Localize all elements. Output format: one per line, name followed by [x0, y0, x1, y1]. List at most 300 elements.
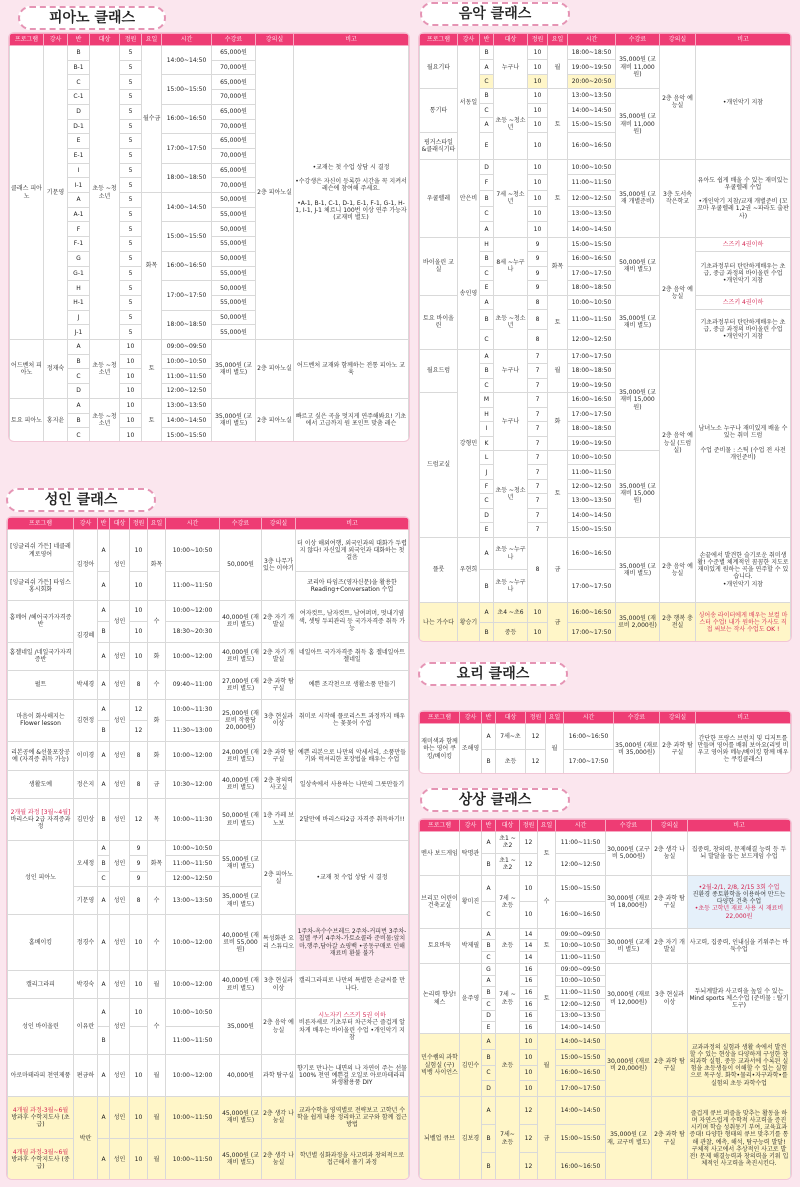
time: 11:00~11:50 [556, 987, 606, 999]
capacity: 7 [528, 508, 548, 522]
capacity: 10 [528, 46, 548, 60]
time: 12:00~12:50 [162, 384, 212, 399]
target: 성인 [110, 1138, 130, 1180]
note: •교재 첫 수업 상담 시 결정 [296, 841, 409, 915]
table-row [8, 1096, 409, 1138]
class-code: C [480, 74, 494, 88]
note: 기초과정부터 탄탄하게배우는 초급, 중급 과정의 바이올린 수업 •개인악기 지참 [696, 252, 791, 295]
time: 16:00~16:50 [564, 724, 614, 750]
class-code: B [480, 622, 494, 642]
class-code: A [482, 975, 496, 987]
room: 2층 생각 나눔실 [262, 1138, 296, 1180]
fee: 35,000원 (교재비 별도) [616, 537, 660, 602]
capacity: 10 [130, 999, 148, 1027]
instructor: 김정아 [74, 530, 98, 601]
target: 성인 [110, 915, 130, 970]
class-code: C [482, 902, 496, 928]
target: 초등 [496, 928, 520, 963]
class-code: A [98, 671, 110, 700]
capacity: 10 [520, 1065, 538, 1081]
time: 16:00~16:50 [568, 537, 616, 570]
capacity: 7 [528, 451, 548, 465]
room: 과학 탐구실 [262, 1054, 296, 1096]
cook-panel [418, 710, 792, 774]
cook-table [419, 711, 791, 774]
music-header-row: 프로그램 강사 반 대상 정원 요일 시간 수강료 강의실 비고 [420, 34, 791, 46]
room: 2층 과학 탐구실 [652, 875, 688, 928]
capacity: 5 [120, 295, 142, 310]
fee: 40,000원 (재료비 55,000원) [220, 915, 262, 970]
fee: 55,000원 [212, 325, 256, 340]
program-name: 민수쌤의 과학 실험실 (구) 빅뱅 사이언스 [420, 1034, 460, 1097]
room: 2층 피아노실 [256, 340, 294, 399]
class-code: D [68, 104, 90, 119]
time: 18:00~18:50 [568, 46, 616, 60]
note: 학년별 심화과정을 사고력과 창의적으로 접근해서 풀기 과정 [296, 1138, 409, 1180]
class-code: A [482, 832, 496, 854]
class-code: C [480, 206, 494, 222]
class-code: B [482, 1152, 496, 1180]
time: 10:00~10:50 [556, 940, 606, 952]
note: 빠르고 싶은 곡을 멋지게 연주해봐요! 기초에서 고급까지 원 포인트 맞춤 레슨 [294, 398, 409, 442]
target: 성인 [110, 530, 130, 601]
capacity: 12 [526, 749, 546, 774]
class-code: A [98, 886, 110, 915]
class-code: C [68, 369, 90, 384]
instructor: 김경혜 [74, 600, 98, 671]
day: 월 [548, 46, 568, 89]
note: 네일아트 국가자격증 취득 홈 젤네일아트 젤네일 [296, 642, 409, 671]
program-name: 토요 바이올린 [420, 295, 458, 349]
capacity: 10 [120, 398, 142, 413]
note: •개인악기 지참 [696, 46, 791, 160]
instructor: 황미진 [460, 875, 482, 928]
adult-panel [6, 516, 410, 1180]
room: 2층 피아노실 [256, 398, 294, 442]
target: 초등 ~청소년 [90, 340, 120, 399]
table-row [420, 602, 791, 622]
capacity: 10 [528, 190, 548, 206]
class-code: E [482, 1022, 496, 1034]
day: 목 [148, 799, 166, 841]
fee: 30,000원 (재료비 12,000원) [606, 963, 652, 1033]
day: 월 [148, 1138, 166, 1180]
target: 7세 ~초등 [496, 963, 520, 1033]
program-name: 성인 피아노 [8, 841, 74, 915]
class-code: B [98, 799, 110, 841]
class-code: B [98, 1027, 110, 1055]
capacity: 12 [130, 720, 148, 741]
instructor: 정경수 [74, 915, 98, 970]
time: 10:30~12:00 [166, 770, 220, 799]
target: 중등 [494, 622, 528, 642]
day: 화 [548, 393, 568, 451]
fee: 25,000원 (재료비 작품당 20,000원) [220, 699, 262, 741]
time: 13:00~13:50 [166, 886, 220, 915]
class-code: C [98, 871, 110, 886]
time: 13:00~13:50 [556, 1010, 606, 1022]
music-table [419, 33, 791, 642]
capacity: 5 [120, 222, 142, 237]
fee: 35,000원 (교재비 15,000원) [616, 451, 660, 538]
capacity: 5 [120, 163, 142, 178]
capacity: 10 [528, 206, 548, 222]
class-code: B [480, 252, 494, 266]
class-code: A [482, 928, 496, 940]
target: 누구나 [494, 46, 528, 89]
capacity: 5 [120, 207, 142, 222]
capacity: 10 [528, 159, 548, 175]
note: 즐겁게 큐브 퍼즐을 맞추는 활동을 하며 자연스럽게 수학적 사고력을 증진시키며 학습 성취동기 부여, 교육효과 증대! 다양한 형태의 큐브 맞추기를 통해 관찰, 예측, 해석, 탐구능력 발달! 구체적 사고에서 추상적인 사고로 발전! 문제 해결능력과 창의력을 키워 입체적인 사고력을 촉진시킨다. [688, 1097, 791, 1180]
note: 교과과정의 실험과 생활 속에서 발견할 수 있는 현상을 다양하게 구성한 창의과학 실험. 중등 교과서에 수록된 실험을 초등생들이 이해할 수 있는 실험으로 목구성. 화학•물리•자구과학•를 실험의 초등 과학수업 [688, 1034, 791, 1097]
class-code: C [68, 75, 90, 90]
time: 12:00~12:50 [556, 853, 606, 875]
adult-header-row: 프로그램 강사 반 대상 정원 요일 시간 수강료 강의실 비고 [8, 518, 409, 530]
class-code: E [480, 523, 494, 537]
time: 10:00~12:00 [166, 741, 220, 770]
class-code: D [480, 508, 494, 522]
piano-header-row: 프로그램 강사 반 대상 정원 요일 시간 수강료 강의실 비고 [10, 34, 409, 46]
room: 3층 현실과 이상 [652, 963, 688, 1033]
target: 초1 ~초2 [496, 832, 520, 854]
note: 캘리그라피로 나만의 특별한 손글씨를 만나다. [296, 970, 409, 999]
fee: 50,000원 [220, 530, 262, 601]
instructor: 우현희 [458, 537, 480, 602]
instructor: 김민수 [460, 1034, 482, 1097]
time: 18:00~18:50 [568, 364, 616, 378]
day: 화목 [548, 237, 568, 295]
instructor: 오세정 [74, 841, 98, 887]
class-code: B [482, 1049, 496, 1065]
class-code: F [68, 222, 90, 237]
target: 초등 ~청소년 [494, 451, 528, 538]
time: 15:00~15:50 [556, 1125, 606, 1153]
time: 10:00~12:00 [166, 970, 220, 999]
capacity: 5 [120, 60, 142, 75]
fee: 35,000원 (교재비 11,000원) [616, 46, 660, 89]
class-code: B [480, 570, 494, 603]
note: 1주차-옥수수브레드 2주차-커피번 3주차-칩멜 쿠키 4주차-가토쇼콜라 준비물:앞치마,행주,담아갈 쇼핑백 •공동구매로 인해 재료비 환불 불가 [296, 915, 409, 970]
class-code: B [480, 309, 494, 329]
program-name: 클래스 피아노 [10, 46, 44, 340]
time: 09:00~09:50 [556, 928, 606, 940]
room: 2층 과학 탐구실 [262, 741, 296, 770]
note-text: 진환경 종토환학을 이용하여 만드는 다양한 건축 수업 [692, 891, 786, 906]
imag-header-row: 프로그램 강사 반 대상 정원 요일 시간 수강료 강의실 비고 [420, 820, 791, 832]
target: 초등 ~청소년 [90, 398, 120, 442]
capacity: 14 [520, 928, 538, 940]
time: 11:00~11:50 [568, 309, 616, 329]
note-highlight: 스즈키 4권이하 [696, 237, 791, 251]
fee: 45,000원 (교재비 별도) [220, 1138, 262, 1180]
capacity: 12 [520, 832, 538, 854]
capacity: 7 [528, 349, 548, 363]
room: 2층 음악 예능실 [660, 237, 696, 349]
capacity: 10 [120, 369, 142, 384]
note: 취미로 시작해 플로리스트 과정까지 배우는 꽃꽂이 수업 [296, 699, 409, 741]
capacity: 9 [528, 252, 548, 266]
time: 10:00~12:00 [166, 1054, 220, 1096]
note: 사고력, 집중력, 인내심을 키워주는 바둑수업 [688, 928, 791, 963]
fee: 50,000원 (재료비 별도) [220, 799, 262, 841]
target: 성인 [110, 999, 130, 1054]
program-name: 성인 바이올린 [8, 999, 74, 1054]
time: 11:00~11:50 [166, 856, 220, 871]
class-code: C [482, 999, 496, 1011]
program-name: 월요기타 [420, 46, 458, 89]
room: 3층 현실과 이상 [262, 970, 296, 999]
room: 2층 생각 나눔실 [652, 832, 688, 876]
target: 성인 [110, 841, 130, 887]
capacity: 10 [528, 118, 548, 132]
time: 16:00~16:50 [556, 902, 606, 928]
capacity: 10 [528, 89, 548, 103]
time: 11:00~11:50 [162, 369, 212, 384]
table-row [8, 915, 409, 970]
time: 12:00~12:50 [568, 329, 616, 349]
table-row [8, 841, 409, 856]
time: 11:00~11:50 [568, 465, 616, 479]
target: 초1 ~초2 [496, 853, 520, 875]
target: 초등 ~청소년 [494, 295, 528, 349]
capacity: 5 [120, 134, 142, 149]
class-code: L [480, 451, 494, 465]
time: 14:00~14:50 [568, 103, 616, 117]
fee: 50,000원 [212, 193, 256, 208]
target: 성인 [110, 642, 130, 671]
capacity: 5 [120, 75, 142, 90]
capacity: 5 [120, 148, 142, 163]
note: •교재는 첫 수업 상담 시 결정 •수강생은 자신이 등록한 시간을 꼭 지켜서 레슨에 참여해 주세요. •A-1, B-1, C-1, D-1, E-1, F-1, G-1, H-1, I-1, J-1 체르니 100번 이상 연주 가능자 (교재비 별도) [294, 46, 409, 340]
fee: 70,000원 [212, 119, 256, 134]
time: 13:00~13:50 [568, 206, 616, 222]
fee: 70,000원 [212, 178, 256, 193]
capacity: 16 [520, 1010, 538, 1022]
fee: 40,000원 (재료비 별도) [220, 770, 262, 799]
capacity: 9 [130, 871, 148, 886]
fee: 40,000원 (재료비 별도) [220, 970, 262, 999]
room: 특성화관 요리 스튜디오 [262, 915, 296, 970]
class-code: A [482, 875, 496, 901]
capacity: 8 [130, 741, 148, 770]
table-row [420, 832, 791, 854]
class-code: B [482, 1125, 496, 1153]
fee: 50,000원 [212, 251, 256, 266]
time: 09:40~11:00 [166, 671, 220, 700]
time: 16:00~16:50 [556, 1152, 606, 1180]
time: 15:00~15:50 [568, 237, 616, 251]
time: 09:00~09:50 [556, 963, 606, 975]
imag-section-title: 상상 클래스 [420, 788, 570, 812]
class-code: B [480, 89, 494, 103]
note: 기초과정부터 탄탄하게배우는 초급, 중급 과정의 바이올린 수업 •개인악기 지참 [696, 309, 791, 349]
class-code: C [482, 952, 496, 964]
class-code: E [480, 281, 494, 295]
class-code: E [480, 132, 494, 159]
target: 성인 [110, 741, 130, 770]
capacity: 7 [528, 479, 548, 493]
program-period: 2개월 과정 [3월~4월] [10, 808, 71, 816]
class-code: H [68, 281, 90, 296]
capacity: 12 [130, 799, 148, 841]
instructor: 편금하 [74, 1054, 98, 1096]
time: 15:00~15:50 [162, 222, 212, 251]
capacity: 10 [528, 103, 548, 117]
time: 15:00~15:50 [568, 118, 616, 132]
class-code: H [480, 407, 494, 421]
class-code: I-1 [68, 178, 90, 193]
program-name [8, 799, 74, 841]
time: 16:00~16:50 [162, 104, 212, 133]
capacity: 7 [528, 465, 548, 479]
class-code: J [480, 465, 494, 479]
time: 10:00~12:00 [166, 642, 220, 671]
fee: 24,000원 (재료비 별도) [220, 741, 262, 770]
time: 17:00~17:50 [564, 749, 614, 774]
note-highlight: 스즈키 4권이하 [696, 295, 791, 309]
class-code: A [480, 118, 494, 132]
capacity: 5 [120, 46, 142, 61]
capacity: 8 [130, 671, 148, 700]
day: 금 [548, 537, 568, 602]
class-code: H [480, 237, 494, 251]
room: 2층 생각 나눔실 [262, 1096, 296, 1138]
capacity: 10 [528, 74, 548, 88]
class-code: G-1 [68, 266, 90, 281]
capacity: 9 [528, 281, 548, 295]
capacity: 10 [130, 970, 148, 999]
capacity: 10 [120, 428, 142, 442]
time: 18:00~18:50 [568, 422, 616, 436]
class-code: B [68, 413, 90, 428]
time: 14:00~14:50 [568, 508, 616, 522]
target: 성인 [110, 600, 130, 642]
capacity: 8 [528, 329, 548, 349]
day: 토 [548, 451, 568, 538]
time: 17:00~17:50 [568, 570, 616, 603]
time: 16:00~16:50 [556, 1065, 606, 1081]
fee: 50,000원 [212, 281, 256, 296]
program-name: [잉글리쉬 가든] 네클레계로영어 [8, 530, 74, 572]
target: 성인 [110, 799, 130, 841]
table-row [420, 963, 791, 975]
note: 예쁜 조각천으로 생활소품 만들기 [296, 671, 409, 700]
program-name-text: 방과후 수학지도사 (초급) [11, 1113, 70, 1128]
time: 19:00~19:50 [568, 436, 616, 450]
class-code: C [482, 1065, 496, 1081]
fee: 30,000원 (교재비 별도) [606, 928, 652, 963]
program-period: 4개월 과정-3월~6월 [12, 1148, 69, 1156]
capacity: 10 [528, 132, 548, 159]
capacity: 10 [520, 902, 538, 928]
class-code: C [480, 378, 494, 392]
imag-panel [418, 818, 792, 1180]
capacity: 10 [130, 600, 148, 621]
class-code: B [480, 46, 494, 60]
class-code: A [98, 642, 110, 671]
table-row [8, 642, 409, 671]
fee: 70,000원 [212, 148, 256, 163]
class-code: B [482, 940, 496, 952]
capacity: 9 [528, 266, 548, 280]
class-code: A [98, 970, 110, 999]
table-row [10, 398, 409, 413]
fee: 40,000원 [220, 1054, 262, 1096]
day: 수 [538, 875, 556, 928]
room: 2층 창의력 사고실 [262, 770, 296, 799]
note [688, 875, 791, 928]
room: 2층 음악 예능실 [262, 999, 296, 1054]
class-code: I [68, 163, 90, 178]
target: 누구나 [494, 349, 528, 392]
time: 14:00~14:50 [162, 46, 212, 75]
capacity: 10 [130, 915, 148, 970]
day: 월수금 [142, 46, 162, 193]
fee: 55,000원 [212, 237, 256, 252]
capacity: 5 [120, 119, 142, 134]
room: 2층 음악 예능실 (드럼실) [660, 349, 696, 537]
room: 2층 음악 예능실 [660, 537, 696, 602]
time: 10:00~11:50 [166, 1096, 220, 1138]
program-name: 핑거스타일 &클래식기타 [420, 132, 458, 159]
program-name: 마음이 화사해지는 Flower lesson [8, 699, 74, 741]
instructor: 황승기 [458, 602, 480, 642]
program-name: 통기타 [420, 89, 458, 132]
fee: 45,000원 (교재비 별도) [220, 1096, 262, 1138]
program-name [8, 1096, 74, 1138]
fee: 65,000원 [212, 75, 256, 90]
time: 17:00~17:50 [162, 281, 212, 310]
room: 2층 자기 개발실 [262, 642, 296, 671]
class-code: B [98, 856, 110, 871]
time: 17:00~17:50 [568, 622, 616, 642]
day: 토 [538, 928, 556, 963]
table-row [420, 724, 791, 750]
program-name: 토요바둑 [420, 928, 460, 963]
fee: 30,000원 (재료비 20,000원) [606, 1034, 652, 1097]
target: 초등 ~누구나 [494, 570, 528, 603]
capacity: 10 [130, 530, 148, 572]
class-code: K [480, 436, 494, 450]
capacity: 7 [528, 494, 548, 508]
day: 토 [548, 89, 568, 160]
capacity: 7 [528, 364, 548, 378]
table-row [420, 237, 791, 251]
target: 성인 [110, 770, 130, 799]
note-highlight: 시노자키 스즈키 5권 이하 [318, 1012, 386, 1020]
program-name: 어드벤처 피아노 [10, 340, 44, 399]
capacity: 5 [120, 281, 142, 296]
class-code: A [98, 1138, 110, 1180]
cook-header-row: 프로그램 강사 반 대상 정원 요일 시간 수강료 강의실 비고 [420, 712, 791, 724]
adult-section-title: 성인 클래스 [6, 488, 156, 512]
program-name [8, 1138, 74, 1180]
target: 7세 ~청소년 [494, 159, 528, 237]
time: 18:00~18:50 [162, 163, 212, 192]
time: 14:00~14:50 [162, 413, 212, 428]
time: 14:00~14:50 [556, 1097, 606, 1125]
capacity: 7 [528, 422, 548, 436]
time: 17:00~17:50 [556, 1081, 606, 1097]
time: 16:00~16:50 [568, 252, 616, 266]
table-row [8, 1054, 409, 1096]
note-highlight: •2월-2/1, 2/8, 2/15 3회 수업 [698, 883, 780, 891]
table-row [8, 600, 409, 621]
day: 토 [548, 295, 568, 349]
capacity: 7 [528, 436, 548, 450]
program-name: 논리력 향상! 체스 [420, 963, 460, 1033]
class-code: D [480, 159, 494, 175]
